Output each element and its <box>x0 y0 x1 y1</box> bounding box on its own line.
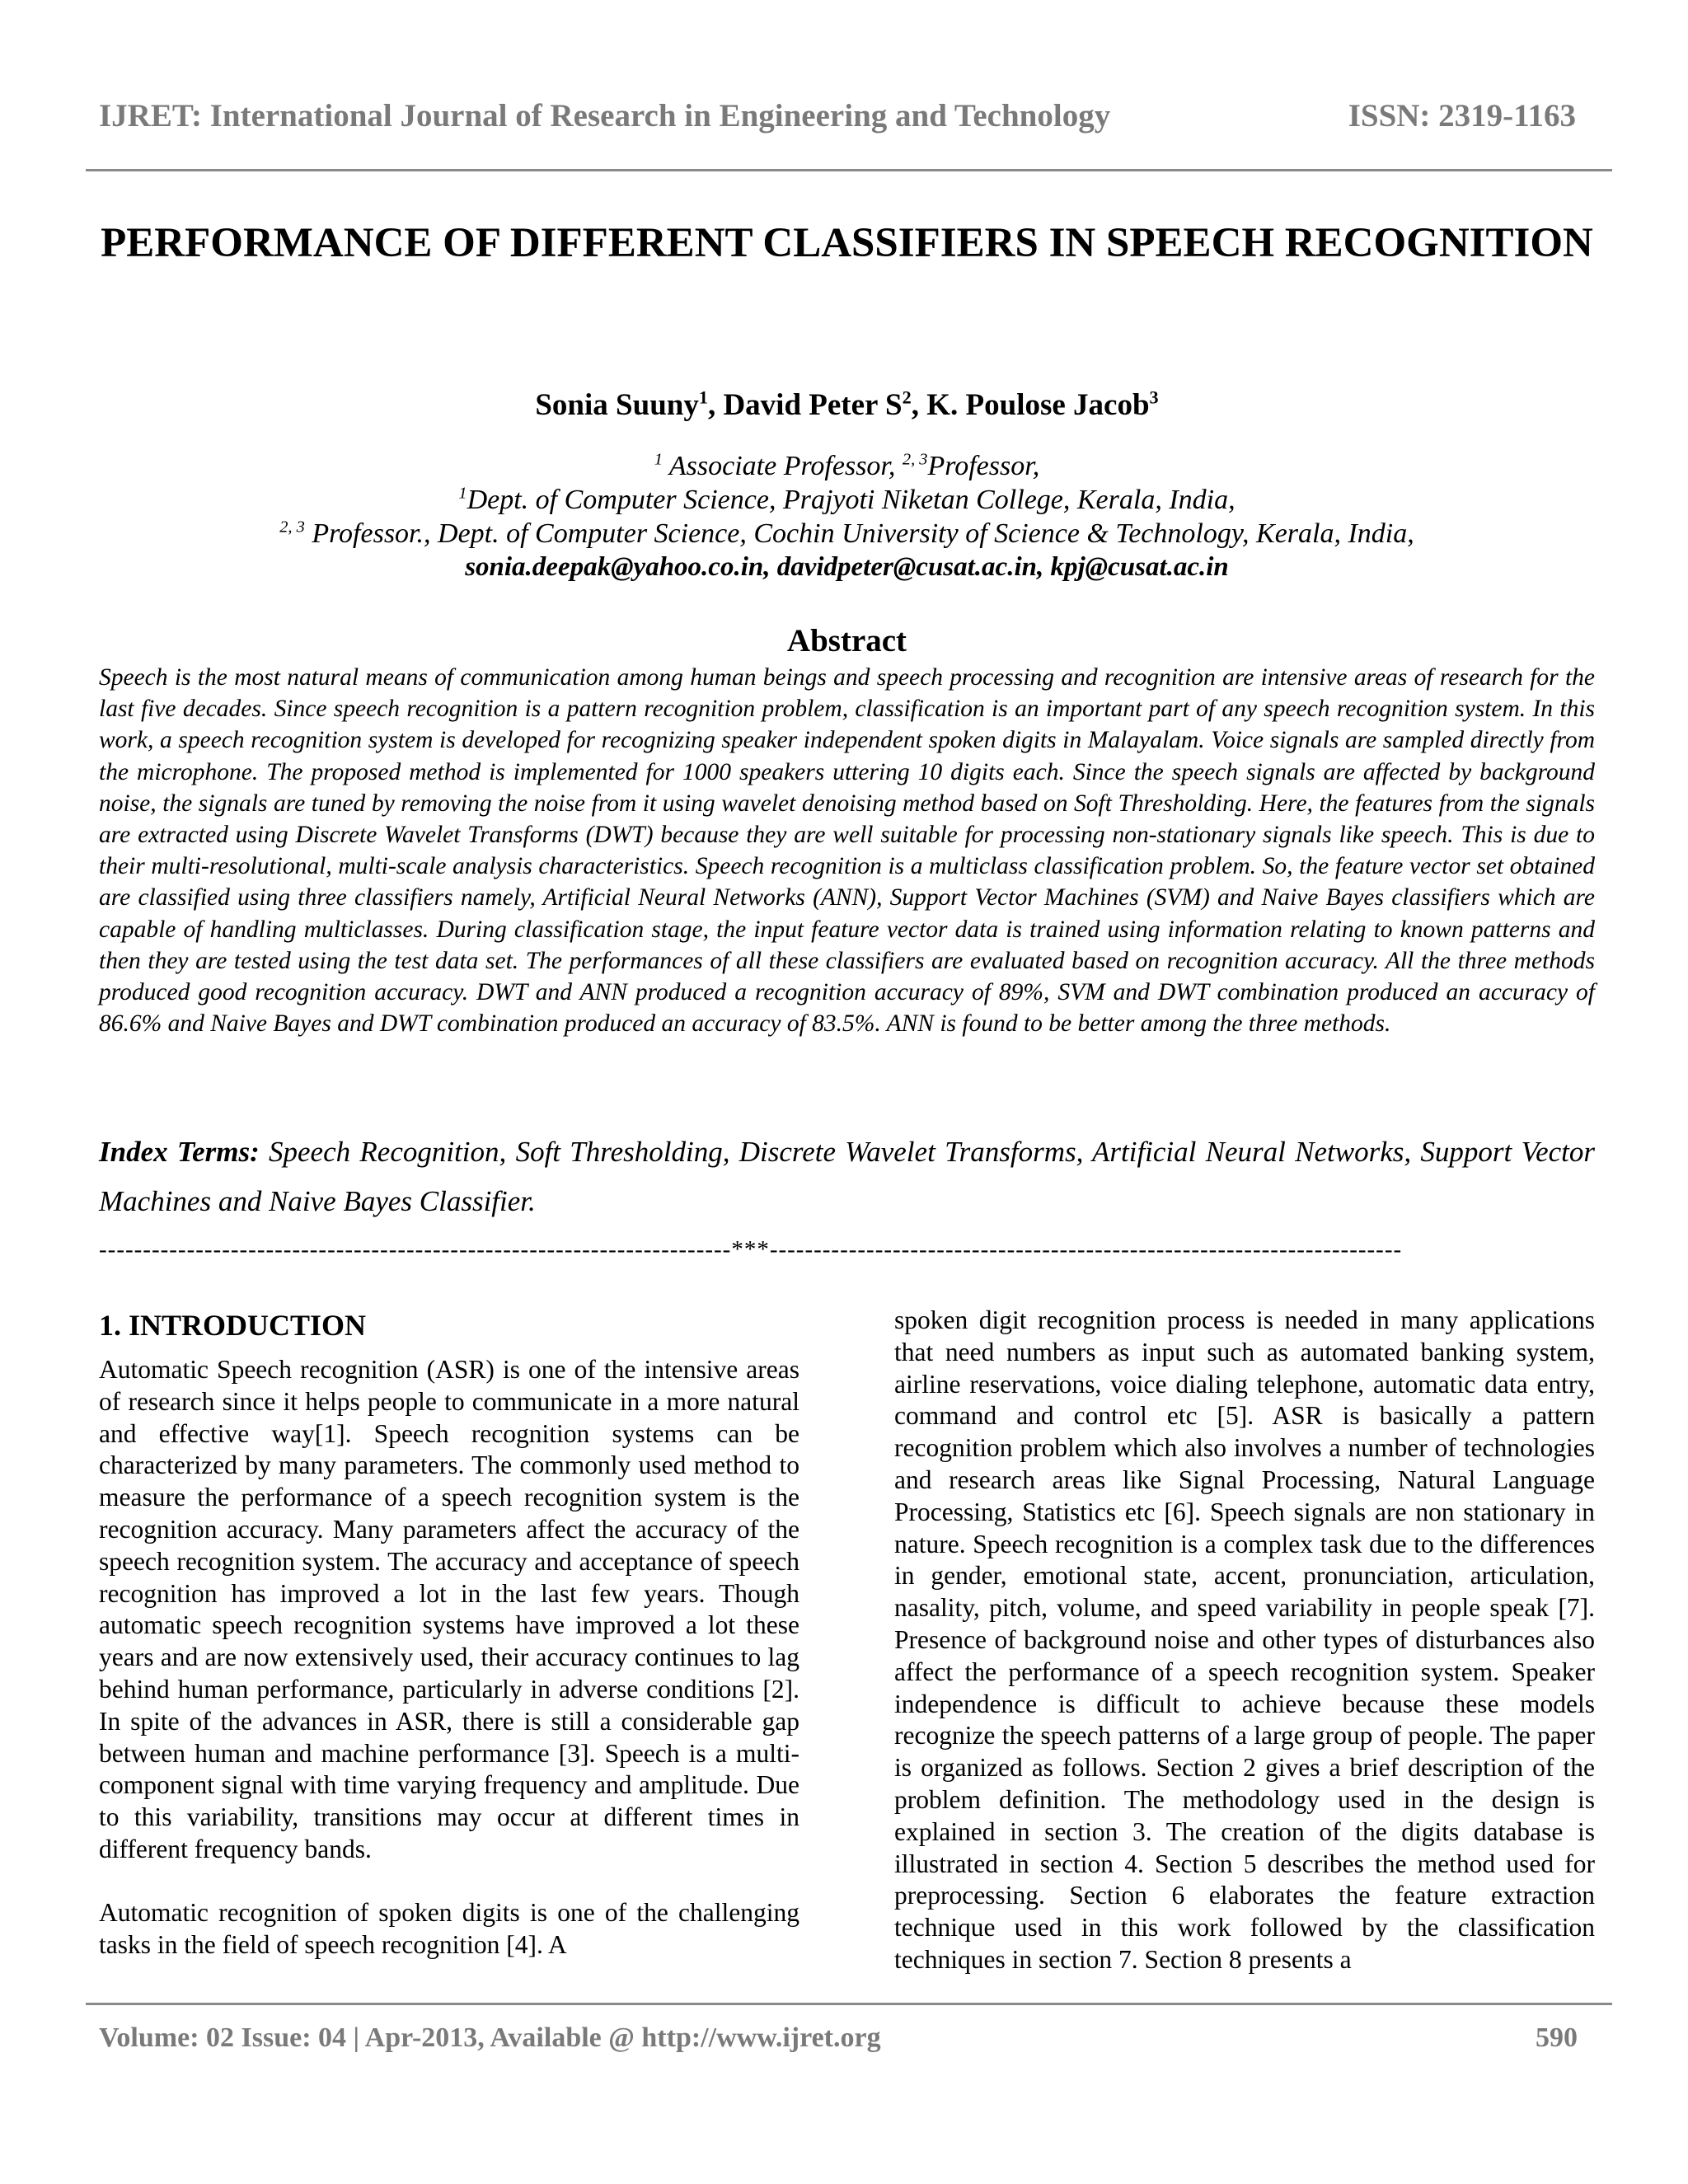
author-1: Sonia Suuny <box>535 388 699 422</box>
affil-text: Professor., Dept. of Computer Science, Cochin University of Science & Technology, Kerala, India, <box>304 518 1414 549</box>
affil-sup: 1 <box>458 484 467 503</box>
section-separator: ------------------------------------------------------------------------***------------------------------------------------------------------------ <box>99 1236 1403 1263</box>
header-rule <box>86 169 1612 171</box>
right-column <box>894 1305 1595 2008</box>
author-1-sup: 1 <box>698 387 708 408</box>
issn-header: ISSN: 2319-1163 <box>1348 98 1576 134</box>
affil-text: Dept. of Computer Science, Prajyoti Niketan College, Kerala, India, <box>467 485 1236 515</box>
author-2: , David Peter S <box>707 388 903 422</box>
intro-paragraph-1: Automatic Speech recognition (ASR) is one of the intensive areas of research since it helps people to communicate in a more natural and effective way[1]. Speech recognition systems can be characterized by many parameters. The commonly used method to measure the performance of a speech recognition system is the recognition accuracy. Many parameters affect the accuracy of the speech recognition system. The accuracy and acceptance of speech recognition has improved a lot in the last few years. Though automatic speech recognition systems have improved a lot these years and are now extensively used, their accuracy continues to lag behind human performance, particularly in adverse conditions [2]. In spite of the advances in ASR, there is still a considerable gap between human and machine performance [3]. Speech is a multi-component signal with time varying frequency and amplitude. Due to this variability, transitions may occur at different times in different frequency bands. <box>99 1355 799 1863</box>
intro-paragraph-3: spoken digit recognition process is needed in many applications that need numbers as input such as automated banking system, airline reservations, voice dialing telephone, automatic data entry, command and control etc [5]. ASR is basically a pattern recognition problem which also involves a number of technologies and research areas like Signal Processing, Natural Language Processing, Statistics etc [6]. Speech signals are non stationary in nature. Speech recognition is a complex task due to the differences in gender, emotional state, accent, pronunciation, articulation, nasality, pitch, volume, and speed variability in people speak [7]. Presence of background noise and other types of disturbances also affect the performance of a speech recognition system. Speaker independence is difficult to achieve because these models recognize the speech patterns of a large group of people. The paper is organized as follows. Section 2 gives a brief description of the problem definition. The methodology used in the design is explained in section 3. The creation of the digits database is illustrated in section 4. Section 5 describes the method used for preprocessing. Section 6 elaborates the feature extraction technique used in this work followed by the classification techniques in section 7. Section 8 presents a <box>894 1305 1595 1974</box>
affil-text: Associate Professor, <box>663 451 903 481</box>
section-heading: 1. INTRODUCTION <box>99 1309 367 1342</box>
affil-text: Professor, <box>927 451 1040 481</box>
footer-volume: Volume: 02 Issue: 04 | Apr-2013, Available @ http://www.ijret.org <box>99 2022 881 2053</box>
author-3: , K. Poulose Jacob <box>911 388 1150 422</box>
abstract-body: Speech is the most natural means of communication among human beings and speech processing and recognition are intensive areas of research for the last five decades. Since speech recognition is a pattern recognition problem, classification is an important part of any speech recognition system. In this work, a speech recognition system is developed for recognizing speaker independent spoken digits in Malayalam. Voice signals are sampled directly from the microphone. The proposed method is implemented for 1000 speakers uttering 10 digits each. Since the speech signals are affected by background noise, the signals are tuned by removing the noise from it using wavelet denoising method based on Soft Thresholding. Here, the features from the signals are extracted using Discrete Wavelet Transforms (DWT) because they are well suitable for processing non-stationary signals like speech. This is due to their multi-resolutional, multi-scale analysis characteristics. Speech recognition is a multiclass classification problem. So, the feature vector set obtained are classified using three classifiers namely, Artificial Neural Networks (ANN), Support Vector Machines (SVM) and Naive Bayes classifiers which are capable of handling multiclasses. During classification stage, the input feature vector data is trained using information relating to known patterns and then they are tested using the test data set. The performances of all these classifiers are evaluated based on recognition accuracy. All the three methods produced good recognition accuracy. DWT and ANN produced a recognition accuracy of 89%, SVM and DWT combination produced an accuracy of 86.6% and Naive Bayes and DWT combination produced an accuracy of 83.5%. ANN is found to be better among the three methods. <box>99 664 1595 1038</box>
affil-sup: 2, 3 <box>902 450 928 469</box>
footer-rule <box>86 2003 1612 2005</box>
affiliation-line-2 <box>99 483 1595 517</box>
left-column <box>99 1305 799 1992</box>
author-list <box>99 387 1595 423</box>
abstract-heading: Abstract <box>786 623 907 658</box>
affiliation-line-3 <box>99 517 1595 551</box>
author-emails: sonia.deepak@yahoo.co.in, davidpeter@cusat.ac.in, kpj@cusat.ac.in <box>465 552 1229 582</box>
page-number: 590 <box>1536 2022 1578 2053</box>
journal-header: IJRET: International Journal of Research in Engineering and Technology <box>99 98 1111 134</box>
author-2-sup: 2 <box>902 387 912 408</box>
affiliation-line-1 <box>99 449 1595 483</box>
affil-sup: 1 <box>654 450 663 469</box>
index-terms-label: Index Terms: <box>99 1136 260 1168</box>
index-terms-text: Speech Recognition, Soft Thresholding, Discrete Wavelet Transforms, Artificial Neural Networks, Support Vector Machines and Naive Bayes Classifier. <box>99 1136 1595 1217</box>
author-3-sup: 3 <box>1149 387 1159 408</box>
index-terms <box>99 1127 1595 1226</box>
affiliations <box>99 449 1595 551</box>
affil-sup: 2, 3 <box>279 518 305 537</box>
paper-title: PERFORMANCE OF DIFFERENT CLASSIFIERS IN SPEECH RECOGNITION <box>101 220 1593 266</box>
intro-paragraph-2: Automatic recognition of spoken digits is one of the challenging tasks in the field of speech recognition [4]. A <box>99 1897 799 1959</box>
